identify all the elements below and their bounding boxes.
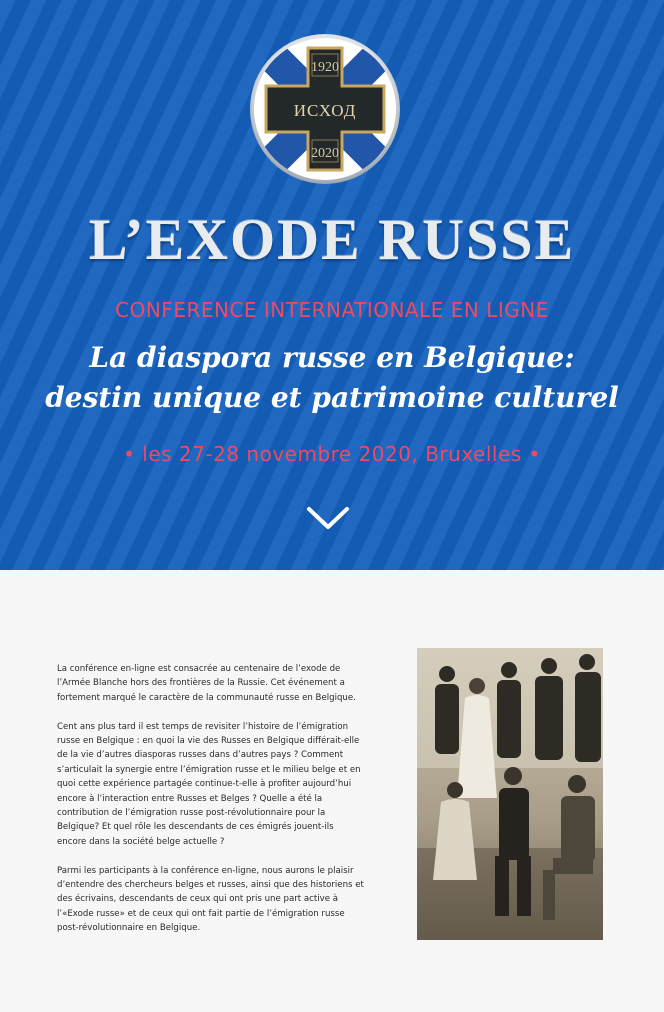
article-paragraph: Parmi les participants à la conférence en-ligne, nous aurons le plaisir d’entendre des chercheurs belges et russes, ainsi que des historiens et des écrivains, descendants de ceux qui ont pris une part active à l’«Exode russe» et de ceux qui ont fait partie de l’émigration russe post-révolutionnaire en Belgique.: [57, 865, 364, 934]
conference-type-label: CONFERENCE INTERNATIONALE EN LIGNE: [115, 298, 549, 322]
conference-dates: • les 27-28 novembre 2020, Bruxelles •: [123, 442, 541, 466]
subtitle-line-1: La diaspora russe en Belgique:: [89, 341, 575, 374]
emblem-year-bottom: 2020: [311, 146, 339, 161]
article-paragraph: La conférence en-ligne est consacrée au centenaire de l’exode de l’Armée Blanche hors des frontières de la Russie. Cet événement a fortement marqué le caractère de la communauté russe en Belgique.: [57, 664, 356, 703]
cross-emblem-icon: [250, 34, 400, 184]
historical-group-photo: [417, 648, 603, 940]
emblem-word: ИСХОД: [293, 101, 357, 120]
emblem-year-top: 1920: [311, 60, 339, 75]
article-paragraph: Cent ans plus tard il est temps de revisiter l’histoire de l’émigration russe en Belgique : en quoi la vie des Russes en Belgique différait-elle de la vie d’autres diasporas russes dans d’autres pays ? Comment s’articulait la synergie entre l’émigration russe et le milieu belge et en quoi cette expérience partagée continue-t-elle à profiter aujourd’hui encore à l’interaction entre Russes et Belges ? Quelle a été la contribution de l’émigration russe post-révolutionnaire pour la Belgique? Et quel rôle les descendants de ces émigrés jouent-ils encore dans la société belge actuelle ?: [57, 721, 361, 847]
page-title: L’EXODE RUSSE: [88, 207, 576, 272]
conference-subtitle: [0, 338, 664, 418]
subtitle-line-2: destin unique et patrimoine culturel: [45, 381, 619, 414]
content-section: [0, 570, 664, 1012]
chevron-down-icon[interactable]: [305, 500, 351, 534]
article-text: [57, 662, 365, 950]
